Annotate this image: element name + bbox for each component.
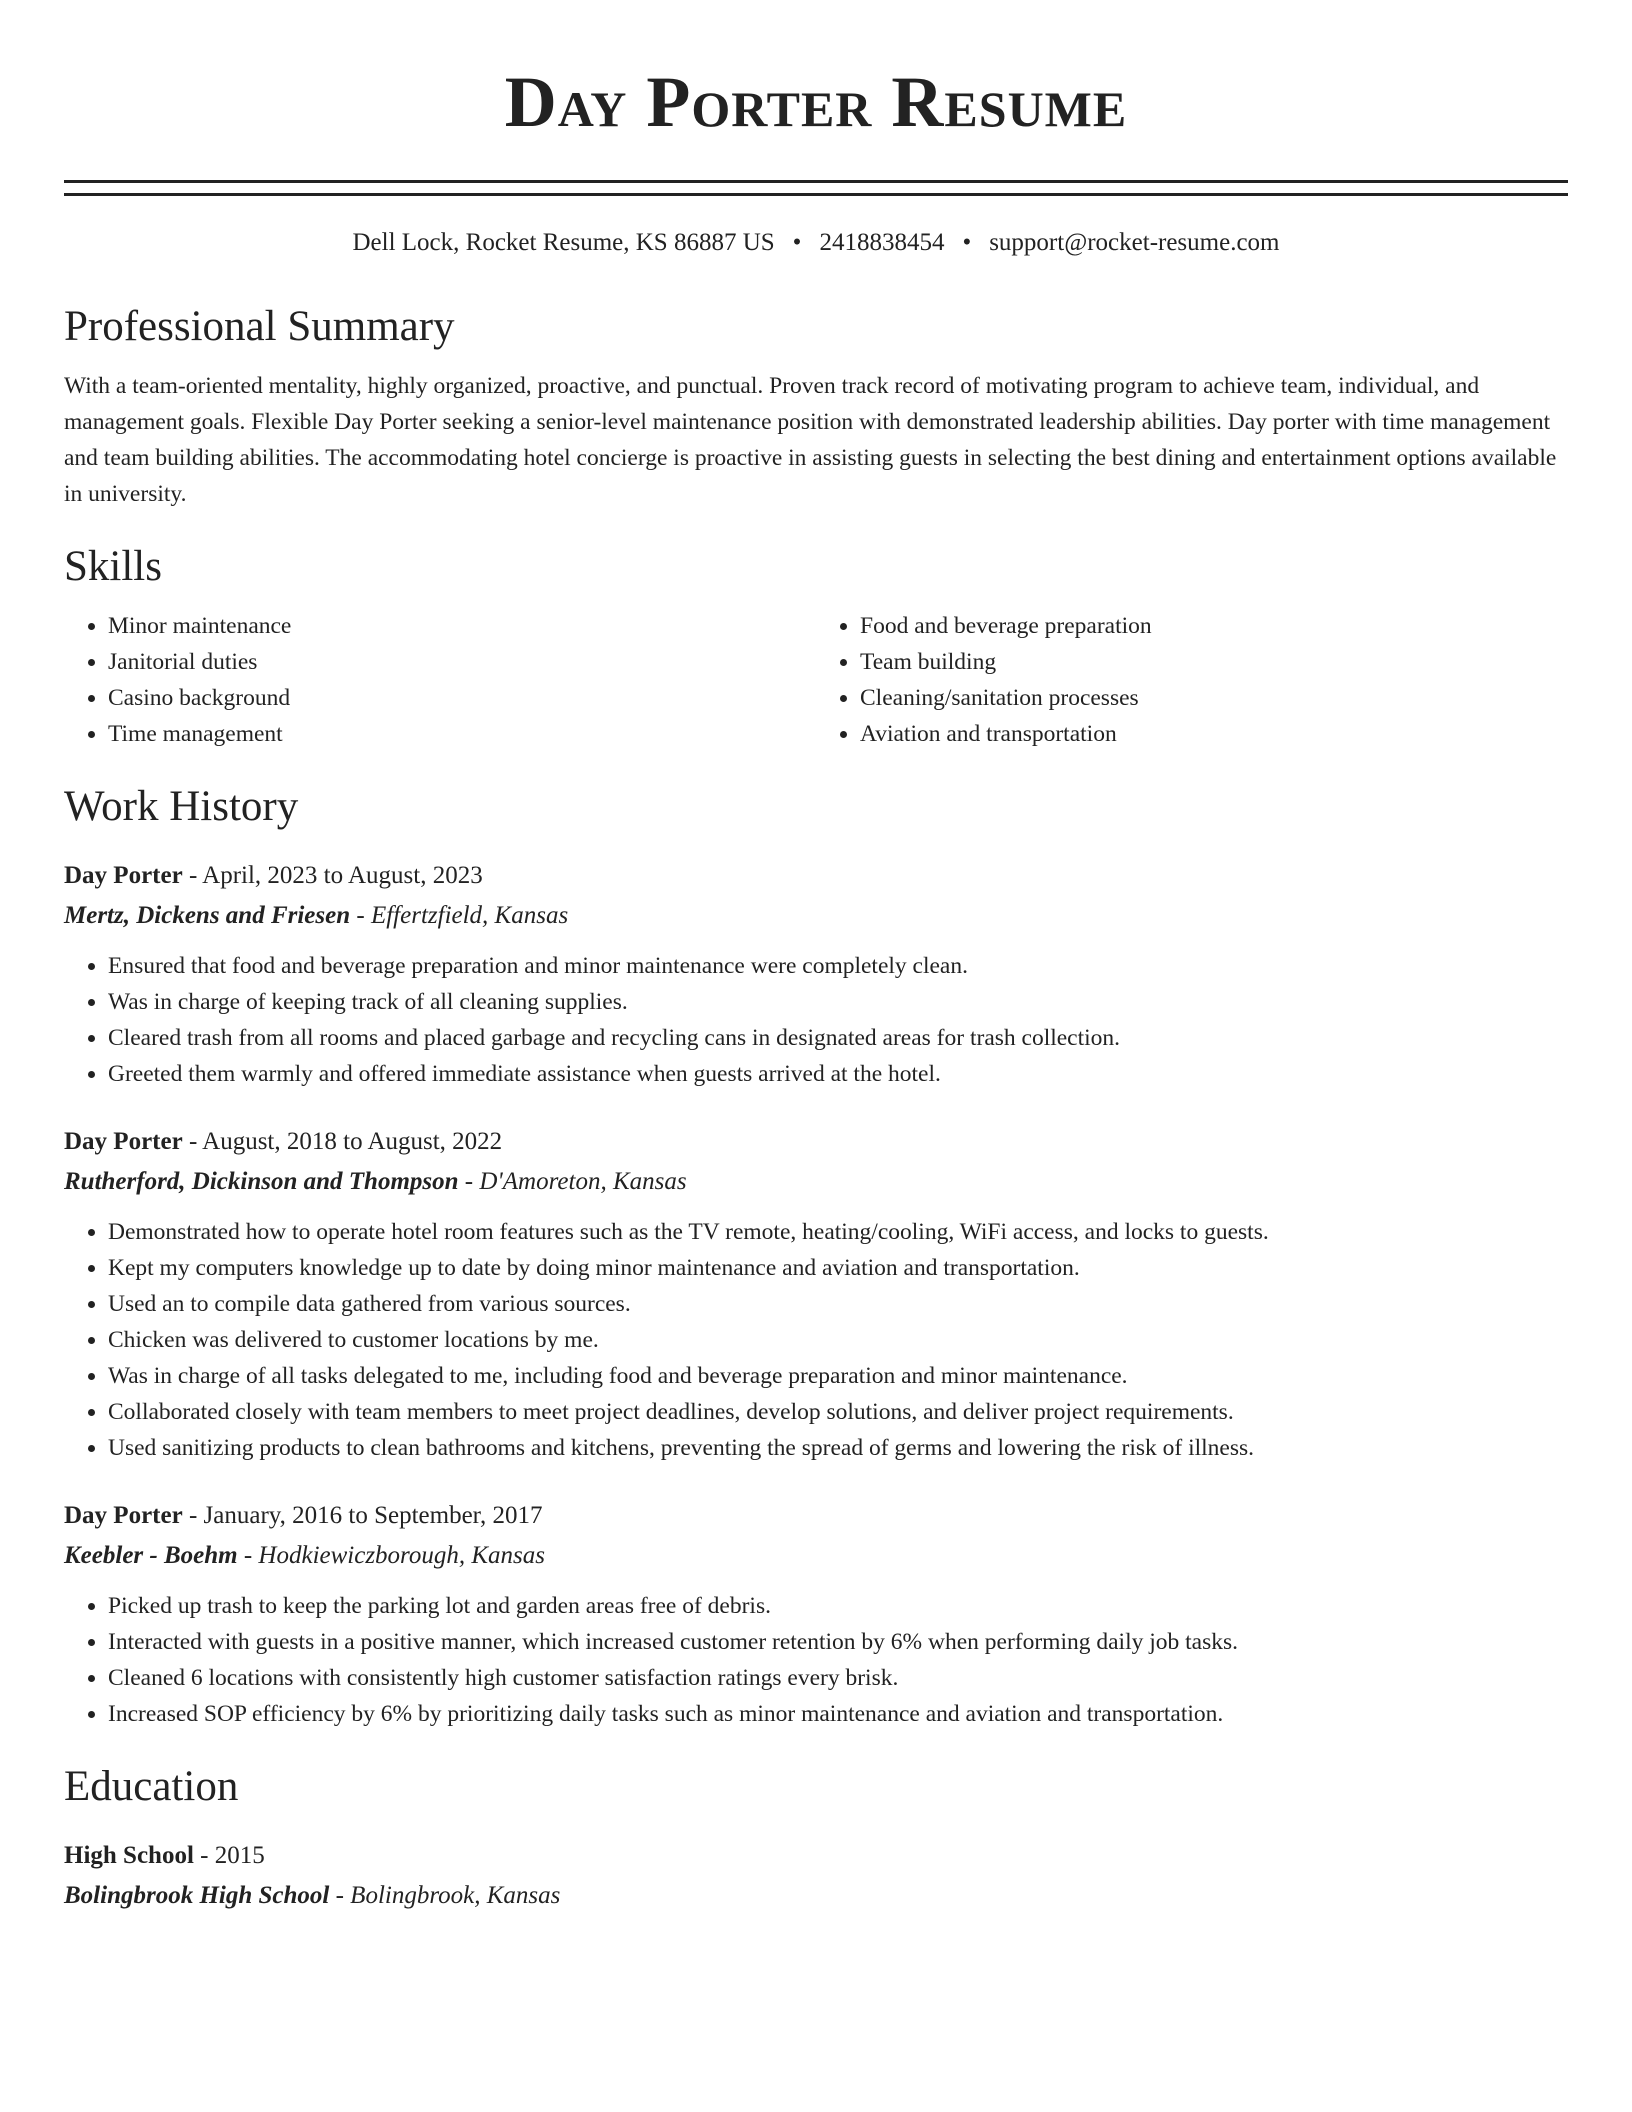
degree-name: High School	[64, 1842, 194, 1869]
job-title: Day Porter	[64, 862, 183, 889]
company-name: Rutherford, Dickinson and Thompson	[64, 1168, 459, 1195]
school-line	[64, 1876, 1568, 1916]
company-location: - Effertzfield, Kansas	[350, 902, 569, 929]
summary-text: With a team-oriented mentality, highly organized, proactive, and punctual. Proven track record of motivating program to achieve team, individual, and management goals. Flexible Day Porter seeking a senior-level maintenance position with demonstrated leadership abilities. Day porter with time management and team building abilities. The accommodating hotel concierge is proactive in assisting guests in selecting the best dining and entertainment options available in university.	[64, 373, 1557, 507]
company-location: - Hodkiewiczborough, Kansas	[237, 1542, 545, 1569]
company-line	[64, 1162, 1568, 1202]
company-location: - D'Amoreton, Kansas	[458, 1168, 687, 1195]
skill-item: • Casino background	[108, 680, 816, 716]
contact-address: Dell Lock, Rocket Resume, KS 86887 US	[352, 229, 775, 256]
job-title: Day Porter	[64, 1128, 183, 1155]
job-dates: - January, 2016 to September, 2017	[182, 1502, 543, 1529]
job-duty-item: • Cleared trash from all rooms and placed garbage and recycling cans in designated areas for trash collection.	[108, 1020, 1568, 1056]
contact-line	[64, 226, 1568, 260]
job-duty-item: • Used sanitizing products to clean bathrooms and kitchens, preventing the spread of germs and lowering the risk of illness.	[108, 1430, 1568, 1466]
summary-heading: Professional Summary	[64, 303, 455, 350]
skill-item: • Time management	[108, 716, 816, 752]
job-entry	[64, 1496, 1568, 1732]
skills-list-right	[816, 608, 1568, 752]
resume-title: Day Porter Resume	[504, 62, 1128, 142]
job-duties-list	[64, 948, 1568, 1092]
skill-item: • Team building	[860, 644, 1568, 680]
skill-item: • Minor maintenance	[108, 608, 816, 644]
job-duty-item: • Increased SOP efficiency by 6% by prioritizing daily tasks such as minor maintenance and aviation and transportation.	[108, 1696, 1568, 1732]
education-entry	[64, 1836, 1568, 1916]
job-duty-item: • Demonstrated how to operate hotel room features such as the TV remote, heating/cooling, WiFi access, and locks to guests.	[108, 1214, 1568, 1250]
company-line	[64, 896, 1568, 936]
skills-list-left	[64, 608, 816, 752]
company-line	[64, 1536, 1568, 1576]
job-duties-list	[64, 1588, 1568, 1732]
skill-item: • Aviation and transportation	[860, 716, 1568, 752]
job-duty-item: • Was in charge of all tasks delegated to me, including food and beverage preparation and minor maintenance.	[108, 1358, 1568, 1394]
job-dates: - August, 2018 to August, 2022	[182, 1128, 503, 1155]
skills-heading: Skills	[64, 543, 162, 590]
school-location: - Bolingbrook, Kansas	[329, 1882, 561, 1909]
job-duty-item: • Ensured that food and beverage preparation and minor maintenance were completely clean.	[108, 948, 1568, 984]
degree-line	[64, 1836, 1568, 1876]
job-dates: - April, 2023 to August, 2023	[182, 862, 483, 889]
job-duty-item: • Cleaned 6 locations with consistently high customer satisfaction ratings every brisk.	[108, 1660, 1568, 1696]
skill-item: • Cleaning/sanitation processes	[860, 680, 1568, 716]
school-name: Bolingbrook High School	[64, 1882, 330, 1909]
job-duty-item: • Chicken was delivered to customer locations by me.	[108, 1322, 1568, 1358]
job-duty-item: • Was in charge of keeping track of all cleaning supplies.	[108, 984, 1568, 1020]
job-duty-item: • Interacted with guests in a positive manner, which increased customer retention by 6% when performing daily job tasks.	[108, 1624, 1568, 1660]
work-history-heading: Work History	[64, 783, 299, 830]
job-entry	[64, 1122, 1568, 1466]
job-duty-item: • Used an to compile data gathered from various sources.	[108, 1286, 1568, 1322]
job-title-line	[64, 1122, 1568, 1162]
job-duty-item: • Picked up trash to keep the parking lot and garden areas free of debris.	[108, 1588, 1568, 1624]
job-title-line	[64, 856, 1568, 896]
contact-email: support@rocket-resume.com	[989, 229, 1280, 256]
contact-phone: 2418838454	[819, 229, 945, 256]
title-double-rule	[64, 180, 1568, 196]
job-title-line	[64, 1496, 1568, 1536]
job-duty-item: • Greeted them warmly and offered immediate assistance when guests arrived at the hotel.	[108, 1056, 1568, 1092]
job-duty-item: • Kept my computers knowledge up to date by doing minor maintenance and aviation and transportation.	[108, 1250, 1568, 1286]
skills-columns	[64, 608, 1568, 752]
job-entry	[64, 856, 1568, 1092]
company-name: Mertz, Dickens and Friesen	[64, 902, 351, 929]
skill-item: • Janitorial duties	[108, 644, 816, 680]
contact-separator: •	[962, 229, 972, 256]
education-heading: Education	[64, 1763, 239, 1810]
contact-separator: •	[792, 229, 802, 256]
graduation-year: - 2015	[193, 1842, 265, 1869]
job-duty-item: • Collaborated closely with team members to meet project deadlines, develop solutions, and deliver project requirements.	[108, 1394, 1568, 1430]
skill-item: • Food and beverage preparation	[860, 608, 1568, 644]
job-duties-list	[64, 1214, 1568, 1466]
company-name: Keebler - Boehm	[64, 1542, 238, 1569]
job-title: Day Porter	[64, 1502, 183, 1529]
